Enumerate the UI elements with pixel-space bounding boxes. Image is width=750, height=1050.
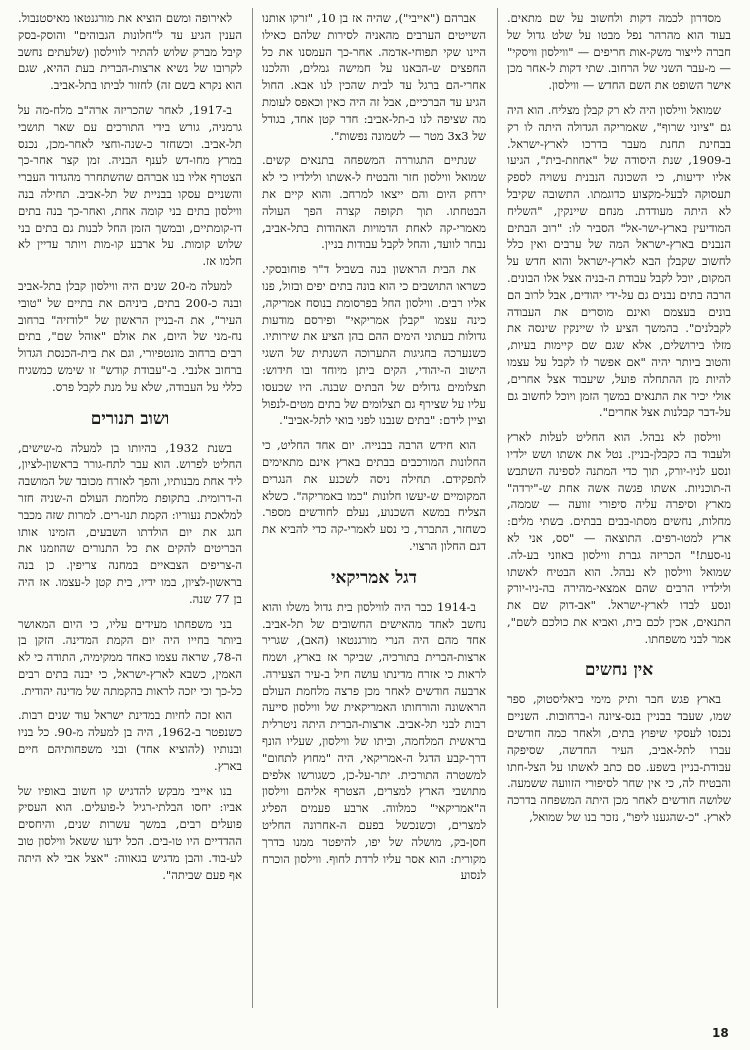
paragraph: ב-1917, לאחר שהכריזה ארה"ב מלח-מה על גרמניה, גורש בידי התורכים עם שאר תושבי תל-אביב. וכשחזר כ-שנה-וחצי לאחר-מכן, נכנס במרץ מחו-דש לענף הבניה. זמן קצר אחר-כך הצטרף אליו בנו אברהם שהשתחרר מהגדוד העברי והשניים עסקו בבניית של תל-אביב. תחילה בנה ווילסון בתים בני קומה אחת, ואחר-כך בנה בתים דו-קומתיים, ובמשך הזמן החל לבנות גם בתים בני שלוש קומות. על ארבע קו-מות ויותר עדיין לא חלמו אז. bbox=[18, 102, 242, 269]
column-left bbox=[18, 10, 242, 891]
paragraph: לאירופה ומשם הוציא את מורגנטאו מאיסטנבול. הענין הגיע עד ל"חלונות הגבוהים" והוסק-בסק קיבל מברק שלוש להתיר לווילסון (שלעתים נחשב לקרובו של נשיא ארצות-הברית בעת ההיא, שגם הוא נקרא בשם זה) לחזור לביתו בתל-אביב. bbox=[18, 11, 242, 93]
paragraph: שנתיים התגוררה המשפחה בתנאים קשים. שמואל ווילסון חזר והבטיח ל-אשתו ולילדיו כי לא ירחק היום והם ייצאו למרחב. והוא קיים את הבטחתו. תוך תקופה קצרה הפך העולה מאמרי-קה לאחת הדמויות האהודות בתל-אביב, נבחר לוועד, והחל לקבל עבודות בניין. bbox=[262, 153, 486, 252]
paragraph: את הבית הראשון בנה בשביל ד"ר פוחובסקי. כשראו התושבים כי הוא בונה בתים יפים ובזול, פנו אליו רבים. ווילסון החל בפרסומת בנוסח אמריקה, כינה עצמו "קבלן אמריקאי" ופירסם מודעות גדולות בעתוני הימים ההם בהן הציע את שירותיו. כשנערכה בחגיגות התערוכה השנתית של השגי הישוב ה-יהודי, הקים ביתן מיוחד ובו חידוש: תצלומים גדולים של הבתים שבנה. היו שכעסו עליו על שצירף גם תצלומים של בתים מטים-לנפול וציין לידם: "בתים שנבנו לפני בואי לתל-אביב". bbox=[262, 262, 486, 428]
paragraph: בשנת 1932, בהיותו בן למעלה מ-שישים, החליט לפרוש. הוא עבר לתח-גורר בראשון-לציון, ליד אחת מבנותיו, והפך לאזרח מכובד של המושבה ה-דרומית. בתקופת מלחמת העולם ה-שניה חזר למלאכת נעוריו: הקמת תנו-רים. למרות שזה מכבר חגג את יום הולדתו השבעים, הזמינו אותו הבריטים להקים את כל התנורים שהוזמנו את ה-צריפים הצבאיים במחנה צריפין. כן בנה בראשון-לציון, במו ידיו, בית קטן ל-עצמו. אז היה בן 77 שנה. bbox=[18, 440, 242, 606]
page-number: 18 bbox=[712, 1026, 729, 1040]
paragraph: למעלה מ-20 שנים היה ווילסון קבלן בתל-אביב ובנה כ-200 בתים, ביניהם את בתיים של "טובי העיר", את ה-בניין הראשון של "לודזיה" ברחוב נח-מני של היום, את אולם "אוהל שם", בתים רבים ברחוב מונטפיורי, וגם את בית-הכנסת הגדול ברחוב אלנבי. ב-"עבודת קודש" זו שימש כמשגיח כללי על העבודה, שלא על מנת לקבל פרס. bbox=[18, 278, 242, 394]
paragraph: ווילסון לא נבהל. הוא החליט לעלות לארץ ולעבוד בה כקבלן-בניין. נטל את אשתו ושש ילדיו ונסע לניו-יורק, תוך כדי המתנה לספינה השתבש ה-תוכניות. אשתו פגשה אשה אחת ש-"ירדה" מארץ וסיפרה עליה סיפורי זוועה — שממה, מחלות, נחשים מסתו-בבים בבתים. בשתי מלים: ארץ למטו-רפים. התוצאה — "סס, אני לא נו-סעת!" הכריזה גברת ווילסון באוזני בע-לה. שמואל ווילסון לא נבהל. הוא הבטיח לאשתו ולילדיו הרבים שהם אמצאי-מהירה בה-ניו-יורק ונסע לבדו לארץ-ישראל. "אב-דוק שם את התנאים, אכין לכם בית, ואביא את כולכם לשם", אמר לבני משפחתו. bbox=[507, 430, 731, 646]
paragraph: אברהם ("אייבי"), שהיה אז בן 10, "זרקו אותנו השייטים הערבים מהאניה לסירות שלהם כאילו היינו שקי תפוחי-אדמה. אחר-כך העמסנו את כל החפצים ש-הבאנו על חמישה גמלים, והלכנו אחרי-הם ברגל עד לבית שהכין לנו אבא. החול הגיע עד הברכיים, אבל זה היה כאין וכאפס לעומת מה שציפה לנו ב-תל-אביב: חדר קטן אחד, בגודל של 3x3 מטר — לשמונה נפשות". bbox=[262, 11, 486, 143]
paragraph: בנו אייבי מבקש להדגיש קו חשוב באופיו של אביו: יחסו הבלתי-רגיל ל-פועלים. הוא העסיק פועלים רבים, במשך עשרות שנים, והיחסים ההדדיים היו טו-בים. הכל ידעו ששאל ווילסון טוב לע-בוד. והבן מדגיש בגאווה: "אצל אבי לא היתה אף פעם שביתה". bbox=[18, 783, 242, 882]
section-heading: דגל אמריקאי bbox=[331, 567, 417, 588]
paragraph: שמואל ווילסון היה לא רק קבלן מצליח. הוא היה גם "ציוני שרוף", שאמריקה הגדולה היתה לו רק בבחינת תחנת מעבר בדרכו לארץ-ישראל. ב-1909, שנת היסודה של "אחוזת-בית", הגיעו אליו ידיעות, כי השכונה הנבנית עשויה לספק תעסוקה לבעל-מקצוע כדוגמתו. התשובה שקיבל לא היתה מעודדת. מנחם שיינקין, "השליח המודיעין בארץ-ישר-אל" הסביר לו: "רוב הבתים הנבנים בארץ-ישראל המה של ערבים ואין כלל לחשוב שקבלן הבא לארץ-ישראל והוא חדש על המקום, יוכל לקבל עבודת ה-בניה אצל אלו הבונים. הרבה בתים נבנים גם על-ידי יהודים, אבל לרוב הם בונים בעצמם ואינם מוסרים את העבודה לקבלנים". בהמשך הציע לו שיינקין שינסה את מזלו בירושלים, אלא שגם שם קיימות בעיות, והטוב ביותר יהיה "אם אפשר לו לקבל על עצמו להיות מן ההתחלה פועל, שיעבוד אצל אחרים, אולי יכיר את התנאים במשך הזמן ויוכל לחשוב גם על-דבר קבלנות אצל אחרים". bbox=[507, 102, 731, 420]
section-heading: ושוב תנורים bbox=[90, 408, 170, 429]
column-middle bbox=[262, 10, 486, 892]
section-heading: אין נחשים bbox=[584, 660, 654, 681]
column-divider bbox=[252, 8, 253, 1008]
column-divider bbox=[497, 8, 498, 1008]
paragraph: בארץ פגש חבר ותיק מימי ביאליסטוק, ספר שמו, שעבד בבניין בנס-ציונה ו-ברחובות. השניים נכנסו לעסקי שיפוץ בתים, ולאחר כמה חודשים עברו לתל-אביב, העיר החדשה, שסיפקה עבודת-בניין בשפע. סם כתב לאשתו על הצל-חתו והבטיח לה, כי אין שחר לסיפורי הזוועה ששמעה. שלושה חודשים לאחר מכן היתה המשפחה בדרכה לארץ. "כ-שהגענו ליפו", נזכר בנו של שמואל, bbox=[507, 692, 731, 825]
paragraph: בני משפחתו מעידים עליו, כי היום המאושר ביותר בחייו היה יום הקמת המדינה. הזקן בן ה-78, שראה עצמו כאחד ממקימיה, התודה כי לא האמין, כשבא לארץ-ישראל, כי יבנה בתים רבים כל-כך וכי יזכה לראות בהקמתה של מדינה יהודית. bbox=[18, 616, 242, 698]
paragraph: ב-1914 כבר היה לווילסון בית גדול משלו והוא נחשב לאחד מהאישים החשובים של תל-אביב. אחד מהם היה הנרי מורגנטאו (האב), שגריר ארצות-הברית בתורכיה, שביקר אז בארץ, ושמח לראות כי אזרח מדינתו עושה חיל ב-עיר הצעירה. ארבעה חודשים לאחר מכן פרצה מלחמת העולם הראשונה והורחותו האמריקאית של ווילסון סייעה רבות לבני תל-אביב. ארצות-הברית היתה ניטרלית בראשית המלחמה, וביתו של ווילסון, שעליו הונף דרך-קבע הדגל ה-אמריקאי, היה "מחוץ לתחום" למשטרה התורכית. יתר-על-כן, כשגורשו אלפים מתושבי הארץ למצרים, הצטרף אליהם ווילסון ה"אמריקאי" כמלווה. ארבע פעמים הפליג למצרים, וכשנכשל בפעם ה-אחרונה החליט חסן-בק, מושלה של יפו, להיפטר ממנו בדרך מקורית: הוא אסר עליו לרדת לחוף. ווילסון הוכרח לנסוע bbox=[262, 599, 486, 883]
paragraph: הוא חידש הרבה בבנייה. יום אחד החליט, כי החלונות המורכבים בבתים בארץ אינם מתאימים לתפקידם. תחילה ניסה לשכנע את הנגרים המקומיים ש-יעשו חלונות "כמו באמריקה". כשלא הצליח במשא השכנוע, נעלם לחודשים מספר. כשחזר, התברר, כי נסע לאמרי-קה כדי להביא את דגם החלון הרצוי. bbox=[262, 438, 486, 553]
column-right bbox=[507, 10, 731, 834]
paragraph: הוא זכה לחיות במדינת ישראל עוד שנים רבות. כשנפטר ב-1962, היה בן למעלה מ-90. כל בניו ובנותיו (להוציא אחד) ובני משפחותיהם חיים בארץ. bbox=[18, 708, 242, 773]
paragraph: מסדרון לכמה דקות ולחשוב על שם מתאים. בעוד הוא מהרהר נפל מבטו על שלט גדול של חברה לייצור משק-אות חריפים — "ווילסון וויסקי" — מ-עבר השני של הרחוב. שתי דקות ל-אחר מכן אישר השופט את השם החדש — ווילסון. bbox=[507, 11, 731, 93]
